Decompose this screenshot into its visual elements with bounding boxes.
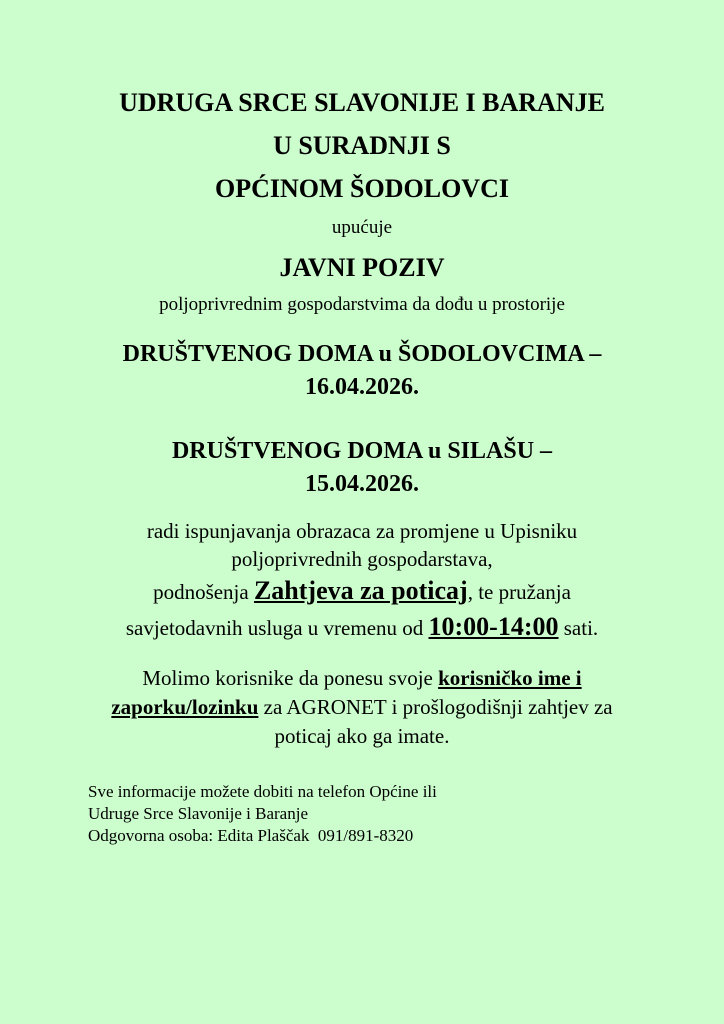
subsidy-request-emphasis: Zahtjeva za poticaj xyxy=(253,576,468,605)
purpose-line-4-suffix: sati. xyxy=(558,616,599,640)
addressees-line: poljoprivrednim gospodarstvima da dođu u prostorije xyxy=(159,294,565,315)
footer-contact: Odgovorna osoba: Edita Plaščak 091/891-8320 xyxy=(88,826,414,845)
password-emphasis: zaporku/lozinku xyxy=(111,695,259,719)
purpose-line-3 xyxy=(0,574,724,609)
footer-info-2: Udruge Srce Slavonije i Baranje xyxy=(88,804,308,823)
working-hours-emphasis: 10:00-14:00 xyxy=(428,612,559,641)
purpose-line-3-suffix: , te pružanja xyxy=(467,580,571,604)
issues-line: upućuje xyxy=(331,217,393,238)
cooperation-line: U SURADNJI S xyxy=(273,131,451,160)
venue-sodolovci xyxy=(0,338,724,404)
purpose-line-4 xyxy=(0,610,724,645)
reminder-middle: za AGRONET i prošlogodišnji zahtjev za xyxy=(258,695,613,719)
venue-silas xyxy=(0,435,724,501)
org-name: UDRUGA SRCE SLAVONIJE I BARANJE xyxy=(119,88,605,117)
purpose-line-4-prefix: savjetodavnih usluga u vremenu od xyxy=(125,616,429,640)
username-emphasis: korisničko ime i xyxy=(438,666,582,690)
venue-silas-date: 15.04.2026. xyxy=(305,471,419,497)
footer-block xyxy=(0,781,724,847)
purpose-line-1: radi ispunjavanja obrazaca za promjene u Upisniku xyxy=(146,519,578,543)
municipality-name: OPĆINOM ŠODOLOVCI xyxy=(215,174,509,203)
notice-title: JAVNI POZIV xyxy=(279,253,445,282)
reminder-prefix: Molimo korisnike da ponesu svoje xyxy=(142,666,439,690)
venue-silas-name: DRUŠTVENOG DOMA u SILAŠU – xyxy=(171,438,553,464)
venue-sodolovci-name: DRUŠTVENOG DOMA u ŠODOLOVCIMA – xyxy=(122,341,602,367)
venue-sodolovci-date: 16.04.2026. xyxy=(305,374,419,400)
footer-info-1: Sve informacije možete dobiti na telefon Općine ili xyxy=(88,782,437,801)
reminder-paragraph xyxy=(0,664,724,751)
purpose-line-2: poljoprivrednih gospodarstava, xyxy=(231,547,493,571)
reminder-end: poticaj ako ga imate. xyxy=(274,724,450,748)
purpose-line-3-prefix: podnošenja xyxy=(153,580,254,604)
